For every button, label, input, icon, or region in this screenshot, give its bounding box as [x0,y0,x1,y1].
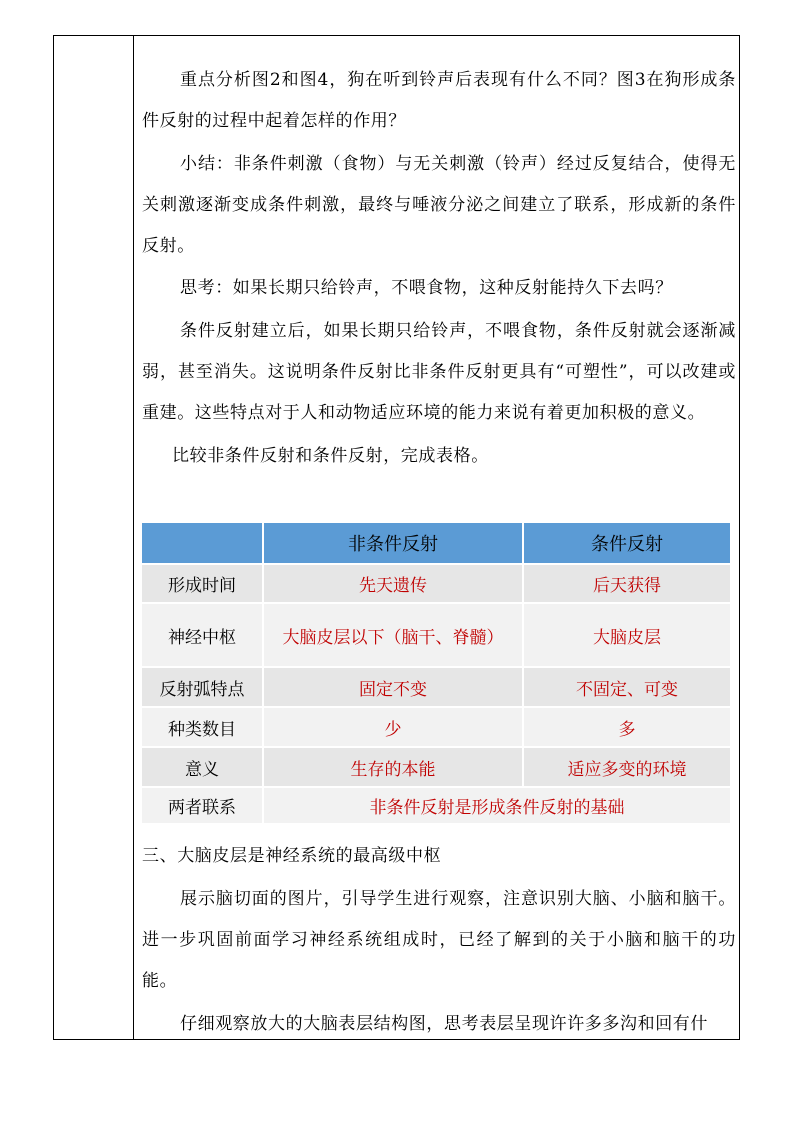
cell-unconditioned: 大脑皮层以下（脑干、脊髓） [264,604,524,668]
comparison-table [142,523,732,825]
header-cell-empty [142,523,264,565]
paragraph-question: 思考：如果长期只给铃声，不喂食物，这种反射能持久下去吗？ [180,278,673,298]
paragraph-summary: 小结：非条件刺激（食物）与无关刺激（铃声）经过反复结合，使得无关刺激逐渐变成条件刺激，最终与唾液分泌之间建立了联系，形成新的条件反射。 [142,154,736,256]
lesson-content [142,60,736,477]
row-label: 意义 [142,748,264,788]
cell-conditioned: 后天获得 [524,565,732,604]
row-label: 反射弧特点 [142,668,264,708]
row-label: 两者联系 [142,788,264,825]
row-label: 形成时间 [142,565,264,604]
cell-conditioned: 多 [524,708,732,748]
table-row [142,788,732,825]
cell-unconditioned: 固定不变 [264,668,524,708]
table-row [142,604,732,668]
row-label: 神经中枢 [142,604,264,668]
row-label: 种类数目 [142,708,264,748]
table-row [142,748,732,788]
cell-conditioned: 大脑皮层 [524,604,732,668]
header-cell-unconditioned: 非条件反射 [264,523,524,565]
section-3 [142,836,736,1045]
section-paragraph: 展示脑切面的图片，引导学生进行观察，注意识别大脑、小脑和脑干。进一步巩固前面学习神经系统组成时，已经了解到的关于小脑和脑干的功能。 [142,889,736,991]
table-row [142,565,732,604]
cell-conditioned: 适应多变的环境 [524,748,732,788]
table-row [142,668,732,708]
section-heading: 三、大脑皮层是神经系统的最高级中枢 [142,846,442,866]
paragraph-analysis: 重点分析图2和图4，狗在听到铃声后表现有什么不同？图3在狗形成条件反射的过程中起着怎样的作用？ [142,70,736,131]
table-row [142,708,732,748]
cell-conditioned: 不固定、可变 [524,668,732,708]
header-cell-conditioned: 条件反射 [524,523,732,565]
cell-unconditioned: 生存的本能 [264,748,524,788]
cell-unconditioned: 少 [264,708,524,748]
table-header-row [142,523,732,565]
paragraph-answer: 条件反射建立后，如果长期只给铃声，不喂食物，条件反射就会逐渐减弱，甚至消失。这说明条件反射比非条件反射更具有“可塑性”，可以改建或重建。这些特点对于人和动物适应环境的能力来说有着更加积极的意义。 [142,321,736,423]
cell-merged-relationship: 非条件反射是形成条件反射的基础 [264,788,732,825]
cell-unconditioned: 先天遗传 [264,565,524,604]
section-paragraph-cutoff: 仔细观察放大的大脑表层结构图，思考表层呈现许许多多沟和回有什 [180,1014,708,1034]
column-divider [133,35,134,1040]
paragraph-instruction: 比较非条件反射和条件反射，完成表格。 [172,446,489,466]
